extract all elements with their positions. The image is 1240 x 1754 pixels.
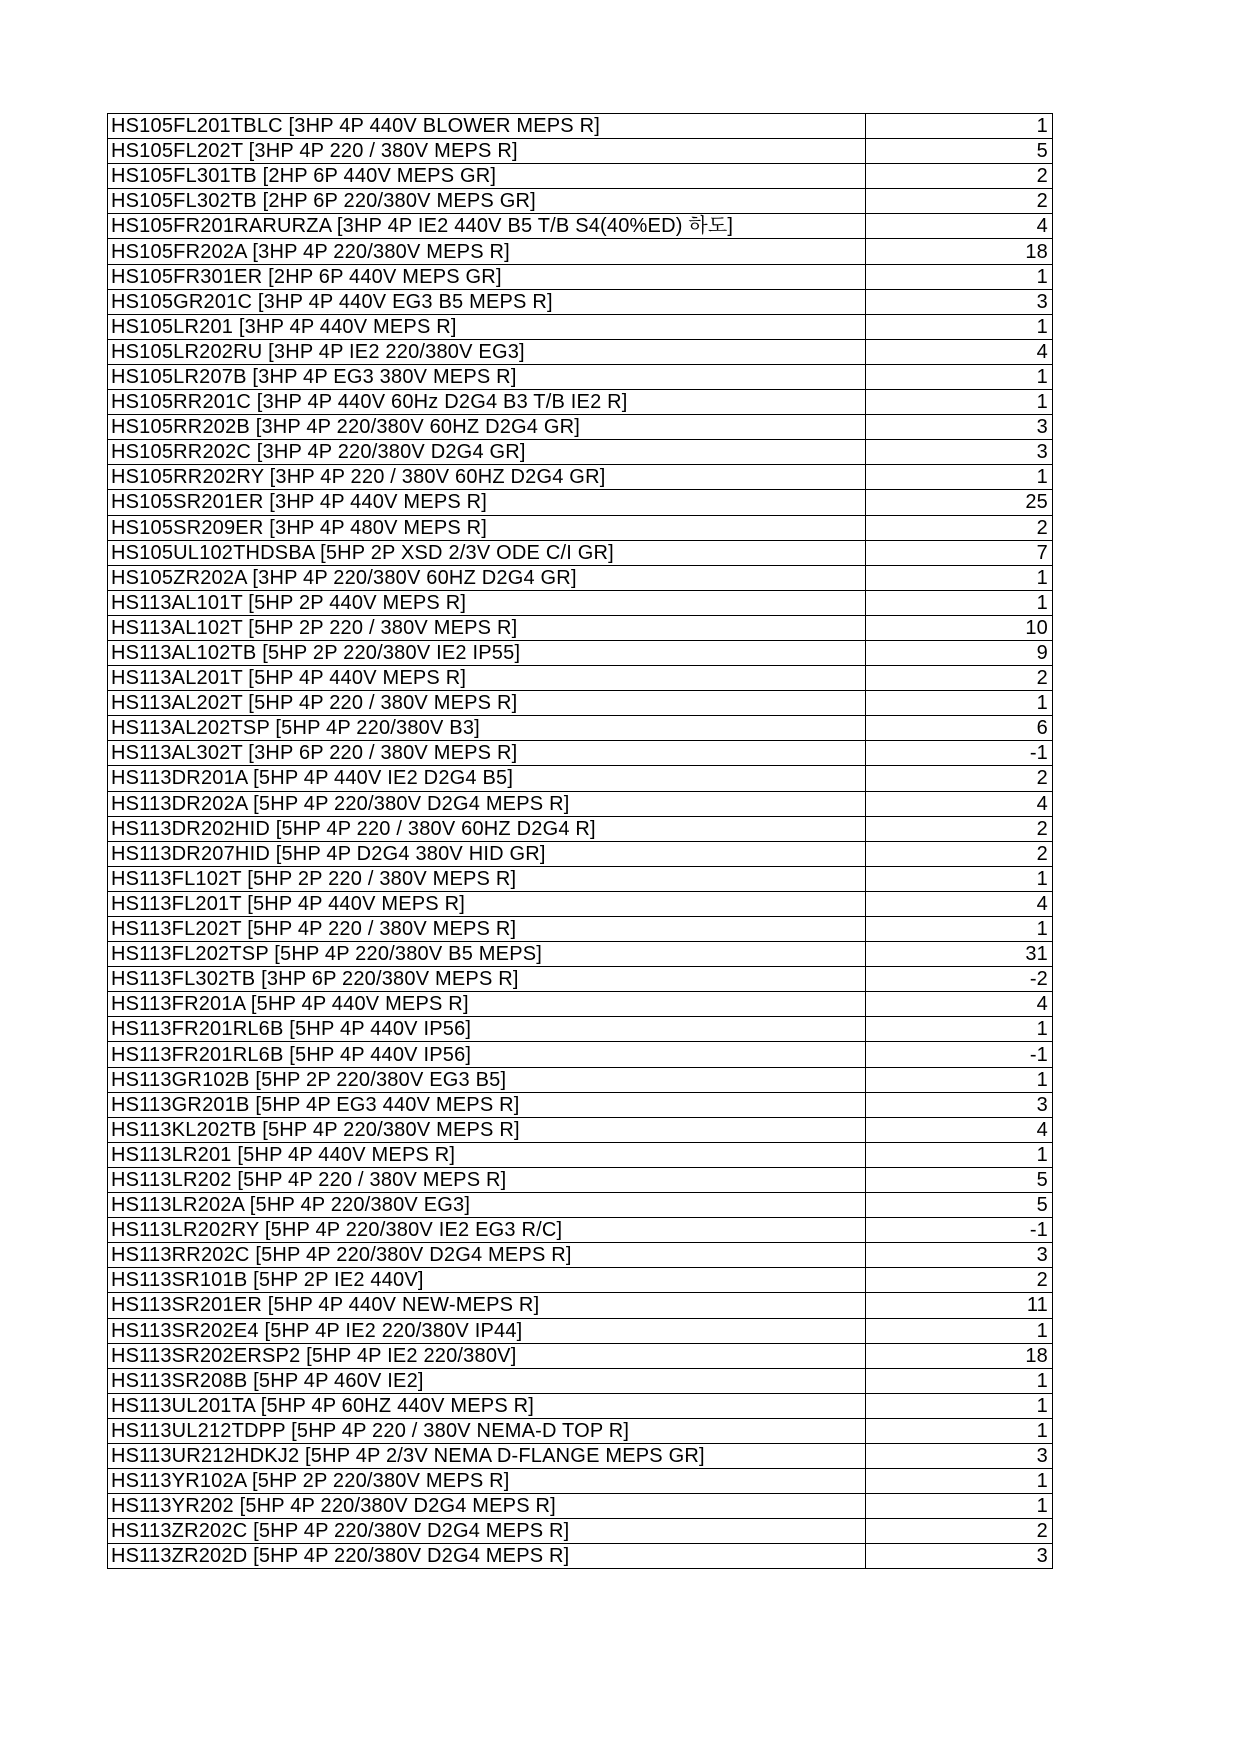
item-quantity-cell: 10 bbox=[866, 615, 1053, 640]
table-row bbox=[108, 666, 1053, 691]
item-description-cell: HS105FL301TB [2HP 6P 440V MEPS GR] bbox=[108, 164, 866, 189]
item-description-cell: HS105RR202RY [3HP 4P 220 / 380V 60HZ D2G4 GR] bbox=[108, 465, 866, 490]
table-row bbox=[108, 866, 1053, 891]
item-quantity-cell: 3 bbox=[866, 440, 1053, 465]
item-quantity-cell: 1 bbox=[866, 1142, 1053, 1167]
item-quantity-cell: 3 bbox=[866, 415, 1053, 440]
table-row bbox=[108, 289, 1053, 314]
table-row bbox=[108, 891, 1053, 916]
table-row bbox=[108, 440, 1053, 465]
table-row bbox=[108, 465, 1053, 490]
item-description-cell: HS105SR209ER [3HP 4P 480V MEPS R] bbox=[108, 515, 866, 540]
item-quantity-cell: 7 bbox=[866, 540, 1053, 565]
table-row bbox=[108, 1544, 1053, 1569]
table-row bbox=[108, 816, 1053, 841]
item-quantity-cell: 2 bbox=[866, 515, 1053, 540]
table-row bbox=[108, 1418, 1053, 1443]
table-row bbox=[108, 1067, 1053, 1092]
table-row bbox=[108, 1519, 1053, 1544]
item-description-cell: HS113FL302TB [3HP 6P 220/380V MEPS R] bbox=[108, 967, 866, 992]
table-row bbox=[108, 691, 1053, 716]
item-description-cell: HS105RR202C [3HP 4P 220/380V D2G4 GR] bbox=[108, 440, 866, 465]
item-description-cell: HS113UL212TDPP [5HP 4P 220 / 380V NEMA-D TOP R] bbox=[108, 1418, 866, 1443]
item-description-cell: HS105RR202B [3HP 4P 220/380V 60HZ D2G4 GR] bbox=[108, 415, 866, 440]
table-row bbox=[108, 314, 1053, 339]
item-quantity-cell: 1 bbox=[866, 1067, 1053, 1092]
item-description-cell: HS113FR201RL6B [5HP 4P 440V IP56] bbox=[108, 1017, 866, 1042]
table-row bbox=[108, 515, 1053, 540]
item-description-cell: HS113SR201ER [5HP 4P 440V NEW-MEPS R] bbox=[108, 1293, 866, 1318]
item-quantity-cell: 1 bbox=[866, 1393, 1053, 1418]
table-row bbox=[108, 1193, 1053, 1218]
item-quantity-cell: 4 bbox=[866, 214, 1053, 239]
item-description-cell: HS105GR201C [3HP 4P 440V EG3 B5 MEPS R] bbox=[108, 289, 866, 314]
item-quantity-cell: 2 bbox=[866, 666, 1053, 691]
item-quantity-cell: -1 bbox=[866, 741, 1053, 766]
table-row bbox=[108, 766, 1053, 791]
item-description-cell: HS113AL202TSP [5HP 4P 220/380V B3] bbox=[108, 716, 866, 741]
item-description-cell: HS113UL201TA [5HP 4P 60HZ 440V MEPS R] bbox=[108, 1393, 866, 1418]
table-row bbox=[108, 992, 1053, 1017]
table-row bbox=[108, 1494, 1053, 1519]
table-row bbox=[108, 114, 1053, 139]
table-row bbox=[108, 1017, 1053, 1042]
item-quantity-cell: 18 bbox=[866, 239, 1053, 264]
table-row bbox=[108, 139, 1053, 164]
item-quantity-cell: 1 bbox=[866, 390, 1053, 415]
table-row bbox=[108, 716, 1053, 741]
item-description-cell: HS113AL102TB [5HP 2P 220/380V IE2 IP55] bbox=[108, 640, 866, 665]
table-row bbox=[108, 1167, 1053, 1192]
item-quantity-cell: 1 bbox=[866, 1469, 1053, 1494]
item-description-cell: HS105UL102THDSBA [5HP 2P XSD 2/3V ODE C/I GR] bbox=[108, 540, 866, 565]
item-quantity-cell: 6 bbox=[866, 716, 1053, 741]
item-quantity-cell: 3 bbox=[866, 289, 1053, 314]
table-row bbox=[108, 1092, 1053, 1117]
item-quantity-cell: 5 bbox=[866, 139, 1053, 164]
table-row bbox=[108, 741, 1053, 766]
table-row bbox=[108, 164, 1053, 189]
item-quantity-cell: 11 bbox=[866, 1293, 1053, 1318]
item-quantity-cell: 4 bbox=[866, 1117, 1053, 1142]
item-quantity-cell: 4 bbox=[866, 339, 1053, 364]
item-description-cell: HS105LR201 [3HP 4P 440V MEPS R] bbox=[108, 314, 866, 339]
item-description-cell: HS105FR301ER [2HP 6P 440V MEPS GR] bbox=[108, 264, 866, 289]
item-description-cell: HS105FL302TB [2HP 6P 220/380V MEPS GR] bbox=[108, 189, 866, 214]
item-description-cell: HS113DR202HID [5HP 4P 220 / 380V 60HZ D2G4 R] bbox=[108, 816, 866, 841]
item-description-cell: HS113AL202T [5HP 4P 220 / 380V MEPS R] bbox=[108, 691, 866, 716]
table-row bbox=[108, 339, 1053, 364]
item-quantity-cell: 1 bbox=[866, 114, 1053, 139]
item-quantity-cell: 2 bbox=[866, 816, 1053, 841]
item-quantity-cell: 1 bbox=[866, 1418, 1053, 1443]
item-description-cell: HS113UR212HDKJ2 [5HP 4P 2/3V NEMA D-FLANGE MEPS GR] bbox=[108, 1443, 866, 1468]
table-row bbox=[108, 1142, 1053, 1167]
table-row bbox=[108, 917, 1053, 942]
item-quantity-cell: 1 bbox=[866, 590, 1053, 615]
item-quantity-cell: 1 bbox=[866, 866, 1053, 891]
item-description-cell: HS113YR102A [5HP 2P 220/380V MEPS R] bbox=[108, 1469, 866, 1494]
item-description-cell: HS105FL202T [3HP 4P 220 / 380V MEPS R] bbox=[108, 139, 866, 164]
item-description-cell: HS105FR201RARURZA [3HP 4P IE2 440V B5 T/B S4(40%ED) 하도] bbox=[108, 214, 866, 239]
item-quantity-cell: 2 bbox=[866, 189, 1053, 214]
item-description-cell: HS105FR202A [3HP 4P 220/380V MEPS R] bbox=[108, 239, 866, 264]
item-quantity-cell: 3 bbox=[866, 1443, 1053, 1468]
item-quantity-cell: 1 bbox=[866, 364, 1053, 389]
item-description-cell: HS113FL202TSP [5HP 4P 220/380V B5 MEPS] bbox=[108, 942, 866, 967]
item-description-cell: HS113FR201A [5HP 4P 440V MEPS R] bbox=[108, 992, 866, 1017]
table-row bbox=[108, 1343, 1053, 1368]
item-description-cell: HS113RR202C [5HP 4P 220/380V D2G4 MEPS R] bbox=[108, 1243, 866, 1268]
item-description-cell: HS113SR101B [5HP 2P IE2 440V] bbox=[108, 1268, 866, 1293]
item-description-cell: HS113AL101T [5HP 2P 440V MEPS R] bbox=[108, 590, 866, 615]
table-row bbox=[108, 967, 1053, 992]
item-quantity-cell: 18 bbox=[866, 1343, 1053, 1368]
item-quantity-cell: 3 bbox=[866, 1544, 1053, 1569]
table-row bbox=[108, 264, 1053, 289]
item-quantity-cell: 4 bbox=[866, 992, 1053, 1017]
item-quantity-cell: 4 bbox=[866, 891, 1053, 916]
item-description-cell: HS113AL102T [5HP 2P 220 / 380V MEPS R] bbox=[108, 615, 866, 640]
table-row bbox=[108, 214, 1053, 239]
item-description-cell: HS113FL202T [5HP 4P 220 / 380V MEPS R] bbox=[108, 917, 866, 942]
item-description-cell: HS113DR201A [5HP 4P 440V IE2 D2G4 B5] bbox=[108, 766, 866, 791]
item-description-cell: HS113YR202 [5HP 4P 220/380V D2G4 MEPS R] bbox=[108, 1494, 866, 1519]
item-quantity-cell: -2 bbox=[866, 967, 1053, 992]
item-quantity-cell: 2 bbox=[866, 1268, 1053, 1293]
item-description-cell: HS113AL302T [3HP 6P 220 / 380V MEPS R] bbox=[108, 741, 866, 766]
item-quantity-cell: -1 bbox=[866, 1218, 1053, 1243]
item-description-cell: HS113LR202RY [5HP 4P 220/380V IE2 EG3 R/C] bbox=[108, 1218, 866, 1243]
table-row bbox=[108, 1268, 1053, 1293]
item-description-cell: HS113LR202 [5HP 4P 220 / 380V MEPS R] bbox=[108, 1167, 866, 1192]
table-row bbox=[108, 415, 1053, 440]
item-quantity-cell: 2 bbox=[866, 164, 1053, 189]
item-description-cell: HS113SR208B [5HP 4P 460V IE2] bbox=[108, 1368, 866, 1393]
item-quantity-cell: 1 bbox=[866, 1368, 1053, 1393]
item-description-cell: HS113SR202ERSP2 [5HP 4P IE2 220/380V] bbox=[108, 1343, 866, 1368]
item-description-cell: HS113DR207HID [5HP 4P D2G4 380V HID GR] bbox=[108, 841, 866, 866]
item-quantity-cell: 3 bbox=[866, 1092, 1053, 1117]
table-row bbox=[108, 490, 1053, 515]
table-row bbox=[108, 942, 1053, 967]
table-row bbox=[108, 390, 1053, 415]
table-row bbox=[108, 1042, 1053, 1067]
table-row bbox=[108, 540, 1053, 565]
inventory-table-body bbox=[108, 114, 1053, 1569]
item-description-cell: HS113LR202A [5HP 4P 220/380V EG3] bbox=[108, 1193, 866, 1218]
item-quantity-cell: 5 bbox=[866, 1167, 1053, 1192]
table-row bbox=[108, 791, 1053, 816]
item-quantity-cell: -1 bbox=[866, 1042, 1053, 1067]
item-quantity-cell: 1 bbox=[866, 1494, 1053, 1519]
item-quantity-cell: 5 bbox=[866, 1193, 1053, 1218]
table-row bbox=[108, 1218, 1053, 1243]
item-quantity-cell: 4 bbox=[866, 791, 1053, 816]
table-row bbox=[108, 364, 1053, 389]
table-row bbox=[108, 1443, 1053, 1468]
item-quantity-cell: 1 bbox=[866, 1318, 1053, 1343]
item-description-cell: HS113GR201B [5HP 4P EG3 440V MEPS R] bbox=[108, 1092, 866, 1117]
item-description-cell: HS113FR201RL6B [5HP 4P 440V IP56] bbox=[108, 1042, 866, 1067]
item-description-cell: HS105LR202RU [3HP 4P IE2 220/380V EG3] bbox=[108, 339, 866, 364]
item-quantity-cell: 9 bbox=[866, 640, 1053, 665]
item-quantity-cell: 1 bbox=[866, 264, 1053, 289]
table-row bbox=[108, 1469, 1053, 1494]
table-row bbox=[108, 239, 1053, 264]
table-row bbox=[108, 565, 1053, 590]
item-description-cell: HS113FL201T [5HP 4P 440V MEPS R] bbox=[108, 891, 866, 916]
item-quantity-cell: 2 bbox=[866, 841, 1053, 866]
item-quantity-cell: 1 bbox=[866, 314, 1053, 339]
item-description-cell: HS113LR201 [5HP 4P 440V MEPS R] bbox=[108, 1142, 866, 1167]
table-row bbox=[108, 590, 1053, 615]
item-quantity-cell: 2 bbox=[866, 1519, 1053, 1544]
table-row bbox=[108, 1393, 1053, 1418]
item-quantity-cell: 25 bbox=[866, 490, 1053, 515]
item-description-cell: HS105RR201C [3HP 4P 440V 60Hz D2G4 B3 T/B IE2 R] bbox=[108, 390, 866, 415]
item-description-cell: HS113ZR202C [5HP 4P 220/380V D2G4 MEPS R] bbox=[108, 1519, 866, 1544]
item-quantity-cell: 1 bbox=[866, 465, 1053, 490]
item-quantity-cell: 31 bbox=[866, 942, 1053, 967]
item-description-cell: HS113ZR202D [5HP 4P 220/380V D2G4 MEPS R] bbox=[108, 1544, 866, 1569]
item-quantity-cell: 1 bbox=[866, 565, 1053, 590]
item-description-cell: HS113DR202A [5HP 4P 220/380V D2G4 MEPS R] bbox=[108, 791, 866, 816]
item-description-cell: HS105SR201ER [3HP 4P 440V MEPS R] bbox=[108, 490, 866, 515]
table-row bbox=[108, 1117, 1053, 1142]
table-row bbox=[108, 1243, 1053, 1268]
item-description-cell: HS113GR102B [5HP 2P 220/380V EG3 B5] bbox=[108, 1067, 866, 1092]
item-quantity-cell: 1 bbox=[866, 917, 1053, 942]
item-description-cell: HS105FL201TBLC [3HP 4P 440V BLOWER MEPS R] bbox=[108, 114, 866, 139]
table-row bbox=[108, 841, 1053, 866]
item-description-cell: HS105ZR202A [3HP 4P 220/380V 60HZ D2G4 GR] bbox=[108, 565, 866, 590]
item-description-cell: HS105LR207B [3HP 4P EG3 380V MEPS R] bbox=[108, 364, 866, 389]
item-description-cell: HS113SR202E4 [5HP 4P IE2 220/380V IP44] bbox=[108, 1318, 866, 1343]
table-row bbox=[108, 1318, 1053, 1343]
table-row bbox=[108, 640, 1053, 665]
inventory-table bbox=[107, 113, 1053, 1569]
table-row bbox=[108, 615, 1053, 640]
item-quantity-cell: 3 bbox=[866, 1243, 1053, 1268]
table-row bbox=[108, 189, 1053, 214]
item-description-cell: HS113KL202TB [5HP 4P 220/380V MEPS R] bbox=[108, 1117, 866, 1142]
table-row bbox=[108, 1368, 1053, 1393]
item-quantity-cell: 1 bbox=[866, 691, 1053, 716]
item-quantity-cell: 2 bbox=[866, 766, 1053, 791]
item-description-cell: HS113AL201T [5HP 4P 440V MEPS R] bbox=[108, 666, 866, 691]
item-quantity-cell: 1 bbox=[866, 1017, 1053, 1042]
item-description-cell: HS113FL102T [5HP 2P 220 / 380V MEPS R] bbox=[108, 866, 866, 891]
table-row bbox=[108, 1293, 1053, 1318]
